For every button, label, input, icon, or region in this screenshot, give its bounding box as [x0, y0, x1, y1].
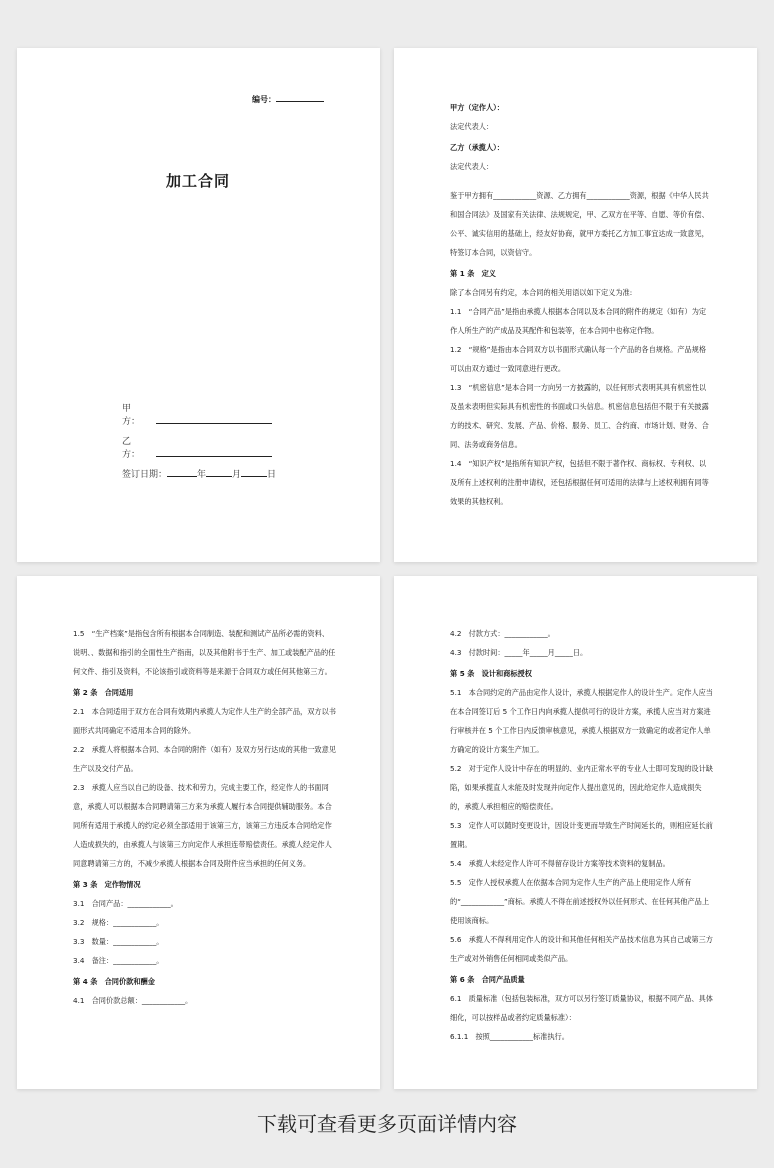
document-title: 加工合同	[166, 172, 231, 190]
party-a-blank	[156, 415, 272, 424]
year-label: 年	[197, 470, 207, 480]
section-4-title: 第 4 条 合同价款和酬金	[73, 977, 155, 986]
clause-5-6: 5.6 承揽人不得利用定作人的设计和其他任何相关产品技术信息为其自己或第三方生产或对外销售任何相同或类似产品。	[450, 935, 713, 963]
clause-4-2: 4.2 付款方式：____________。	[450, 629, 555, 638]
page-3	[17, 576, 380, 1089]
clause-1-1: 1.1 “合同产品”是指由承揽人根据本合同以及本合同的附件的规定（如有）为定作人所生产的产成品及其配件和包装等，在本合同中也称定作物。	[450, 307, 707, 335]
page-4	[394, 576, 757, 1089]
page-3-content	[73, 624, 336, 1010]
rep-b: 法定代表人：	[450, 162, 494, 171]
party-a-label: 甲 方：	[122, 404, 141, 427]
clause-3-1: 3.1 合同产品：____________。	[73, 899, 178, 908]
day-label: 日	[267, 470, 277, 480]
party-b-blank	[156, 448, 272, 457]
page-2	[394, 48, 757, 562]
clause-5-1: 5.1 本合同约定的产品由定作人设计，承揽人根据定作人的设计生产。定作人应当在本合同签订后 5 个工作日内向承揽人提供可行的设计方案，承揽人应当对方案进行审核并在 5 个工作日内反馈审核意见，承揽人根据双方一致确定的或者定作人单方确定的设计方案生产加工。	[450, 688, 713, 754]
party-b-label: 乙 方：	[122, 437, 141, 460]
clause-5-5: 5.5 定作人授权承揽人在依据本合同为定作人生产的产品上使用定作人所有的“____________”商标。承揽人不得在前述授权外以任何形式、在任何其他产品上使用该商标。	[450, 878, 710, 925]
party-b-line	[122, 434, 272, 460]
sign-date-label: 签订日期：	[122, 470, 168, 480]
section-5-title: 第 5 条 设计和商标授权	[450, 669, 532, 678]
clause-1-3: 1.3 “机密信息”是本合同一方向另一方披露的，以任何形式表明其具有机密性以及虽未表明但实际具有机密性的书面或口头信息。机密信息包括但不限于有关披露方的技术、研究、发展、产品、价格、服务、员工、合约商、市场计划、财务、合同、法务或商务信息。	[450, 383, 709, 449]
day-blank	[241, 468, 267, 477]
clause-5-2: 5.2 对于定作人设计中存在的明显的、业内正常水平的专业人士即可发现的设计缺陷，如果承揽直人未能及时发现并向定作人提出意见的，因此给定作人造成损失的，承揽人承担相应的赔偿责任。	[450, 764, 713, 811]
clause-6-1-1: 6.1.1 按照____________标准执行。	[450, 1032, 569, 1041]
section-6-title: 第 6 条 合同产品质量	[450, 975, 525, 984]
clause-3-2: 3.2 规格：____________。	[73, 918, 164, 927]
download-more-link[interactable]: 下载可查看更多页面详情内容	[257, 1112, 517, 1136]
party-a-line	[122, 401, 272, 427]
clause-5-3: 5.3 定作人可以随时变更设计，因设计变更而导致生产时间延长的，则相应延长前置期。	[450, 821, 713, 849]
page-cover	[17, 48, 380, 562]
sign-date-line	[122, 467, 276, 480]
clause-1-5: 1.5 “生产档案”是指包含所有根据本合同制造、装配和测试产品所必需的资料、说明、、数据和指引的全面性生产指南，以及其他附书于生产、加工或装配产品的任何文件、指引及资料，不论该指引或资料等是来源于合同双方或任何其他第三方。	[73, 629, 336, 676]
clause-4-3: 4.3 付款时间：_____年_____月_____日。	[450, 648, 588, 657]
month-label: 月	[232, 470, 242, 480]
clause-6-1: 6.1 质量标准（包括包装标准，双方可以另行签订质量协议，根据不同产品、具体细化，可以按样品或者约定质量标准）：	[450, 994, 713, 1022]
clause-1-2: 1.2 “规格”是指由本合同双方以书面形式确认每一个产品的各自规格。产品规格可以由双方通过一致同意进行更改。	[450, 345, 707, 373]
serial-label: 编号：	[252, 95, 276, 104]
party-a-heading: 甲方（定作人）：	[450, 103, 504, 112]
clause-3-3: 3.3 数量：____________。	[73, 937, 164, 946]
party-b-heading: 乙方（承揽人）：	[450, 143, 504, 152]
section-2-title: 第 2 条 合同适用	[73, 688, 134, 697]
clause-2-1: 2.1 本合同适用于双方在合同有效期内承揽人为定作人生产的全部产品，双方以书面形式共同确定不适用本合同的除外。	[73, 707, 336, 735]
clause-2-2: 2.2 承揽人将根据本合同、本合同的附件（如有）及双方另行达成的其他一致意见生产以及交付产品。	[73, 745, 336, 773]
clause-4-1: 4.1 合同价款总额：____________。	[73, 996, 193, 1005]
serial-number	[252, 93, 324, 105]
page-4-content	[450, 624, 713, 1046]
preamble: 鉴于甲方拥有____________资源、乙方拥有____________资源，根据《中华人民共和国合同法》及国家有关法律、法规规定，甲、乙双方在平等、自愿、等价有偿、公平、诚实信用的基础上，经友好协商，就甲方委托乙方加工事宜达成一致意见，特签订本合同，以资信守。	[450, 191, 709, 257]
rep-a: 法定代表人：	[450, 122, 494, 131]
month-blank	[206, 468, 232, 477]
clause-1-4: 1.4 “知识产权”是指所有知识产权，包括但不限于著作权、商标权、专利权、以及所有上述权利的注册申请权，还包括根据任何可适用的法律与上述权利拥有同等效果的其他权利。	[450, 459, 709, 506]
year-blank	[167, 468, 197, 477]
clause-2-3: 2.3 承揽人应当以自己的设备、技术和劳力，完成主要工作，经定作人的书面同意，承揽人可以根据本合同聘请第三方来为承揽人履行本合同提供辅助服务。本合同所有适用于承揽人的约定必须全部适用于该第三方，该第三方违反本合同给定作人造成损失的，由承揽人与该第三方向定作人承担连带赔偿责任。承揽人经定作人同意聘请第三方的，不减少承揽人根据本合同及附件应当承担的任何义务。	[73, 783, 332, 868]
page-2-content	[450, 96, 713, 511]
section-1-intro: 除了本合同另有约定，本合同的相关用语以如下定义为准:	[450, 288, 633, 297]
clause-3-4: 3.4 备注：____________。	[73, 956, 164, 965]
clause-5-4: 5.4 承揽人未经定作人许可不得留存设计方案等技术资料的复制品。	[450, 859, 670, 868]
serial-blank	[276, 93, 324, 102]
section-3-title: 第 3 条 定作物情况	[73, 880, 141, 889]
section-1-title: 第 1 条 定义	[450, 269, 496, 278]
